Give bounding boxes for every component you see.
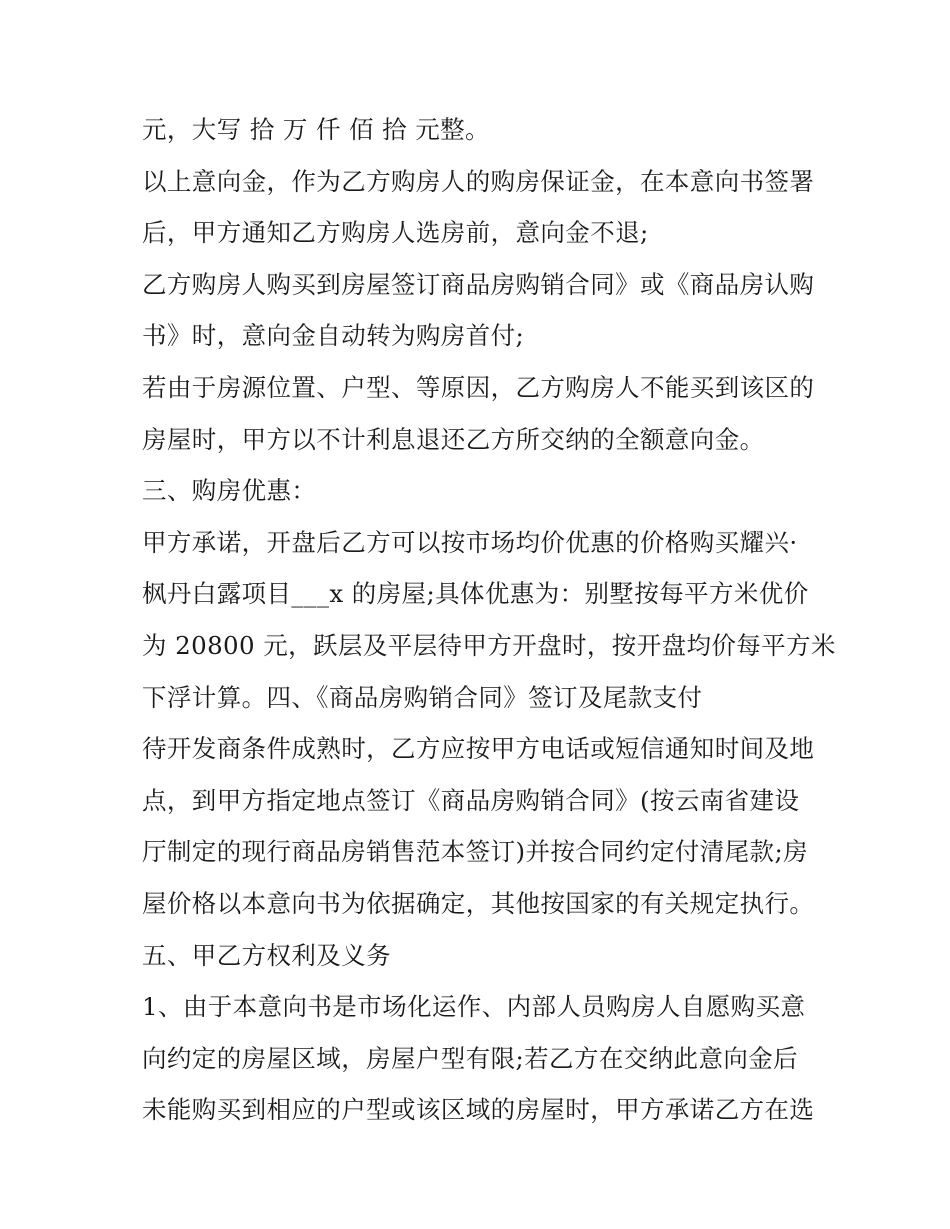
text-line: 甲方承诺，开盘后乙方可以按市场均价优惠的价格购买耀兴· — [142, 527, 798, 557]
text-line: 未能购买到相应的户型或该区域的房屋时，甲方承诺乙方在选 — [142, 1095, 815, 1125]
text-line: 乙方购房人购买到房屋签订商品房购销合同》或《商品房认购 — [142, 269, 815, 299]
text-line: 以上意向金，作为乙方购房人的购房保证金，在本意向书签署 — [142, 166, 815, 196]
text-line: 后，甲方通知乙方购房人选房前，意向金不退; — [142, 218, 649, 248]
text-line: 若由于房源位置、户型、等原因，乙方购房人不能买到该区的 — [142, 372, 815, 402]
text-line: 向约定的房屋区域，房屋户型有限;若乙方在交纳此意向金后 — [142, 1043, 799, 1073]
text-line: 待开发商条件成熟时，乙方应按甲方电话或短信通知时间及地 — [142, 734, 815, 764]
text-line: 点，到甲方指定地点签订《商品房购销合同》(按云南省建设 — [142, 785, 800, 815]
text-line: 书》时，意向金自动转为购房首付; — [142, 321, 525, 351]
text-line: 屋价格以本意向书为依据确定，其他按国家的有关规定执行。 — [142, 888, 815, 918]
text-line: 厅制定的现行商品房销售范本签订)并按合同约定付清尾款;房 — [142, 837, 809, 867]
text-line: 为 20800 元，跃层及平层待甲方开盘时，按开盘均价每平方米 — [142, 630, 836, 660]
text-line: 下浮计算。四、《商品房购销合同》签订及尾款支付 — [142, 682, 703, 712]
document-body — [142, 104, 836, 1136]
text-line: 枫丹白露项目___x 的房屋;具体优惠为：别墅按每平方米优价 — [142, 579, 809, 609]
text-line: 元，大写 拾 万 仟 佰 拾 元整。 — [142, 115, 490, 144]
text-line: 1、由于本意向书是市场化运作、内部人员购房人自愿购买意 — [142, 992, 806, 1022]
text-line: 房屋时，甲方以不计利息退还乙方所交纳的全额意向金。 — [142, 424, 765, 454]
section-heading: 三、购房优惠： — [142, 476, 317, 506]
section-heading: 五、甲乙方权利及义务 — [142, 940, 391, 970]
